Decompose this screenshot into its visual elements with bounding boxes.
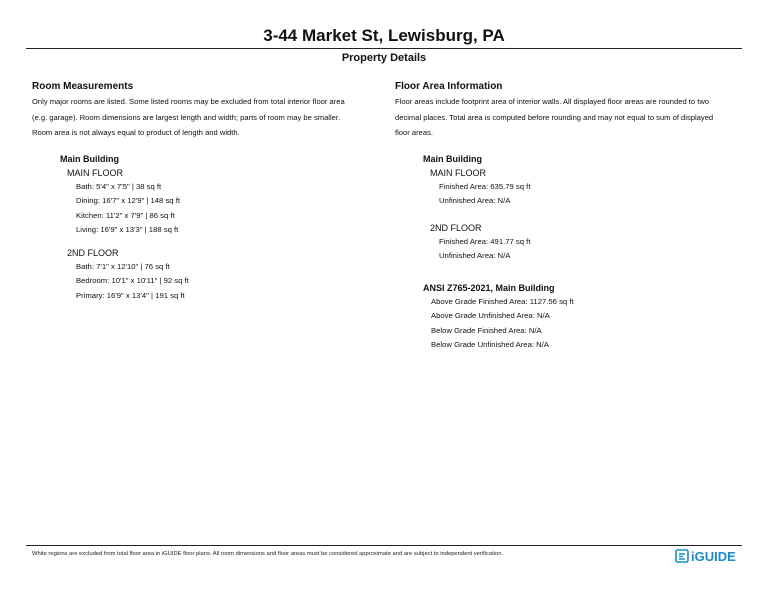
description-line: Floor areas include footprint area of interior walls. All displayed floor areas are rounded to two: [395, 97, 710, 106]
floor-name: 2ND FLOOR: [67, 247, 119, 258]
area-entry: Finished Area: 491.77 sq ft: [439, 236, 531, 246]
ansi-entry: Below Grade Unfinished Area: N/A: [431, 340, 549, 349]
room-entry: Kitchen: 11'2" x 7'9" | 86 sq ft: [76, 210, 175, 220]
room-measurements-description: [32, 94, 386, 141]
area-building-block: [423, 153, 749, 353]
floor-area-heading: Floor Area Information: [395, 81, 503, 92]
room-entry: Dining: 16'7" x 12'9" | 148 sq ft: [76, 196, 180, 205]
floor-name: 2ND FLOOR: [430, 222, 482, 233]
header-divider: [26, 48, 742, 49]
page-subtitle: Property Details: [341, 52, 427, 64]
description-line: floor areas.: [395, 128, 433, 137]
page-title: 3-44 Market St, Lewisburg, PA: [263, 26, 505, 45]
footer-note: White regions are excluded from total floor area in iGUIDE floor plans. All room dimensions and floor areas must be considered approximate and are subject to independent verification.: [32, 551, 504, 557]
iguide-logo-icon: [675, 549, 689, 563]
description-line: (e.g. garage). Room dimensions are largest length and width; parts of room may be smaller.: [32, 112, 341, 122]
floor-name: MAIN FLOOR: [430, 167, 487, 178]
footer-divider: [26, 545, 742, 546]
description-line: decimal places. Total area is computed before rounding and may not equal to sum of displayed: [395, 112, 714, 122]
ansi-entry: Above Grade Unfinished Area: N/A: [431, 311, 550, 320]
floor-area-description: [395, 94, 749, 141]
iguide-logo: [675, 548, 736, 564]
room-entry: Bath: 7'1" x 12'10" | 76 sq ft: [76, 261, 170, 271]
building-name: Main Building: [60, 153, 119, 164]
room-entry: Bedroom: 10'1" x 10'11" | 92 sq ft: [76, 276, 189, 285]
area-entry: Unfinished Area: N/A: [439, 251, 511, 260]
floor-area-section: [395, 80, 749, 353]
room-entry: Bath: 5'4" x 7'5" | 38 sq ft: [76, 181, 162, 191]
description-line: Only major rooms are listed. Some listed rooms may be excluded from total interior floor area: [32, 97, 345, 106]
ansi-entry: Above Grade Finished Area: 1127.56 sq ft: [431, 296, 574, 306]
room-entry: Primary: 16'9" x 13'4" | 191 sq ft: [76, 290, 185, 300]
description-line: Room area is not always equal to product of length and width.: [32, 128, 240, 137]
logo-text: iGUIDE: [691, 548, 736, 564]
floor-name: MAIN FLOOR: [67, 167, 124, 178]
building-name: Main Building: [423, 153, 482, 164]
room-measurements-section: [32, 80, 386, 303]
area-entry: Finished Area: 635.79 sq ft: [439, 181, 531, 191]
room-building-block: [60, 153, 386, 304]
room-measurements-heading: Room Measurements: [32, 81, 134, 92]
ansi-heading: ANSI Z765-2021, Main Building: [423, 282, 555, 293]
area-entry: Unfinished Area: N/A: [439, 196, 511, 205]
ansi-entry: Below Grade Finished Area: N/A: [431, 325, 542, 335]
room-entry: Living: 16'9" x 13'3" | 188 sq ft: [76, 225, 179, 234]
